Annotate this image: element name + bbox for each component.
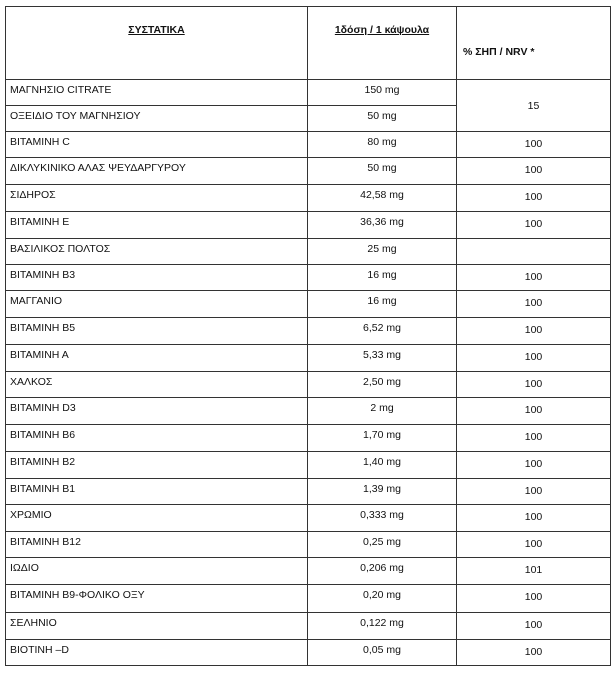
ingredient-name: ΜΑΓΝΗΣΙΟ CITRATE [6, 80, 308, 106]
ingredient-name: ΒΙΤΑΜΙΝΗ Ε [6, 212, 308, 239]
ingredient-name: ΜΑΓΓΑΝΙΟ [6, 291, 308, 318]
ingredient-nrv [457, 239, 611, 265]
table-row [6, 452, 611, 479]
header-dose: 1δόση / 1 κάψουλα [308, 7, 457, 80]
table-row [6, 585, 611, 613]
ingredient-name: ΒΙΤΑΜΙΝΗ Β2 [6, 452, 308, 479]
ingredient-dose: 1,40 mg [308, 452, 457, 479]
ingredient-name: ΒΙΤΑΜΙΝΗ Β9-ΦΟΛΙΚΟ ΟΞΥ [6, 585, 308, 613]
ingredient-nrv: 100 [457, 291, 611, 318]
table-row [6, 185, 611, 212]
table-row [6, 80, 611, 106]
ingredient-dose: 80 mg [308, 132, 457, 158]
ingredient-nrv: 100 [457, 185, 611, 212]
ingredient-name: ΣΙΔΗΡΟΣ [6, 185, 308, 212]
ingredient-name: ΒΙΟΤΙΝΗ –D [6, 640, 308, 666]
ingredient-nrv: 100 [457, 158, 611, 185]
ingredient-dose: 50 mg [308, 106, 457, 132]
ingredient-dose: 16 mg [308, 265, 457, 291]
ingredient-name: ΧΑΛΚΟΣ [6, 372, 308, 398]
header-ingredients: ΣΥΣΤΑΤΙΚΑ [6, 7, 308, 80]
ingredient-nrv: 100 [457, 613, 611, 640]
ingredient-nrv: 100 [457, 318, 611, 345]
ingredient-dose: 0,122 mg [308, 613, 457, 640]
ingredient-dose: 150 mg [308, 80, 457, 106]
ingredient-nrv: 100 [457, 479, 611, 505]
ingredient-dose: 5,33 mg [308, 345, 457, 372]
ingredients-table [5, 6, 611, 666]
ingredient-nrv: 100 [457, 372, 611, 398]
ingredient-dose: 50 mg [308, 158, 457, 185]
ingredient-dose: 2,50 mg [308, 372, 457, 398]
ingredient-name: ΒΙΤΑΜΙΝΗ Β5 [6, 318, 308, 345]
table-row [6, 613, 611, 640]
ingredient-dose: 36,36 mg [308, 212, 457, 239]
ingredient-dose: 0,20 mg [308, 585, 457, 613]
table-body [6, 7, 611, 666]
table-row [6, 505, 611, 532]
ingredient-dose: 0,05 mg [308, 640, 457, 666]
table-row [6, 372, 611, 398]
ingredient-dose: 0,333 mg [308, 505, 457, 532]
ingredient-name: ΔΙΚΛΥΚΙΝΙΚΟ ΑΛΑΣ ΨΕΥΔΑΡΓΥΡΟΥ [6, 158, 308, 185]
table-row [6, 345, 611, 372]
ingredient-dose: 0,206 mg [308, 558, 457, 585]
ingredient-dose: 0,25 mg [308, 532, 457, 558]
ingredient-nrv: 100 [457, 505, 611, 532]
ingredient-dose: 6,52 mg [308, 318, 457, 345]
ingredient-name: ΒΙΤΑΜΙΝΗ Β1 [6, 479, 308, 505]
table-row [6, 558, 611, 585]
table-row [6, 479, 611, 505]
ingredient-name: ΙΩΔΙΟ [6, 558, 308, 585]
ingredient-nrv: 100 [457, 452, 611, 479]
table-row [6, 212, 611, 239]
table-row [6, 425, 611, 452]
ingredient-name: ΒΙΤΑΜΙΝΗ Β12 [6, 532, 308, 558]
ingredient-nrv: 101 [457, 558, 611, 585]
header-nrv: % ΣΗΠ / NRV * [457, 7, 611, 80]
ingredient-name: ΣΕΛΗΝΙΟ [6, 613, 308, 640]
ingredient-nrv: 100 [457, 212, 611, 239]
ingredient-dose: 2 mg [308, 398, 457, 425]
ingredient-name: ΒΙΤΑΜΙΝΗ C [6, 132, 308, 158]
ingredient-nrv: 100 [457, 132, 611, 158]
table-row [6, 132, 611, 158]
header-row [6, 7, 611, 80]
ingredient-nrv: 100 [457, 640, 611, 666]
ingredient-name: ΟΞΕΙΔΙΟ ΤΟΥ ΜΑΓΝΗΣΙΟΥ [6, 106, 308, 132]
ingredient-nrv: 100 [457, 425, 611, 452]
ingredient-nrv: 100 [457, 345, 611, 372]
ingredient-dose: 42,58 mg [308, 185, 457, 212]
table-row [6, 532, 611, 558]
ingredient-nrv: 100 [457, 265, 611, 291]
table-row [6, 318, 611, 345]
ingredient-name: ΒΙΤΑΜΙΝΗ D3 [6, 398, 308, 425]
ingredient-name: ΒΙΤΑΜΙΝΗ Α [6, 345, 308, 372]
ingredient-dose: 16 mg [308, 291, 457, 318]
ingredient-nrv: 100 [457, 585, 611, 613]
ingredient-name: ΒΙΤΑΜΙΝΗ Β6 [6, 425, 308, 452]
ingredient-dose: 1,70 mg [308, 425, 457, 452]
ingredient-nrv: 15 [457, 80, 611, 132]
ingredient-nrv: 100 [457, 532, 611, 558]
ingredient-dose: 1,39 mg [308, 479, 457, 505]
ingredient-name: ΒΑΣΙΛΙΚΟΣ ΠΟΛΤΟΣ [6, 239, 308, 265]
table-row [6, 398, 611, 425]
ingredient-name: ΒΙΤΑΜΙΝΗ Β3 [6, 265, 308, 291]
ingredient-name: ΧΡΩΜΙΟ [6, 505, 308, 532]
table-row [6, 640, 611, 666]
table-row [6, 265, 611, 291]
table-row [6, 158, 611, 185]
table-row [6, 239, 611, 265]
ingredient-dose: 25 mg [308, 239, 457, 265]
ingredient-nrv: 100 [457, 398, 611, 425]
table-row [6, 291, 611, 318]
